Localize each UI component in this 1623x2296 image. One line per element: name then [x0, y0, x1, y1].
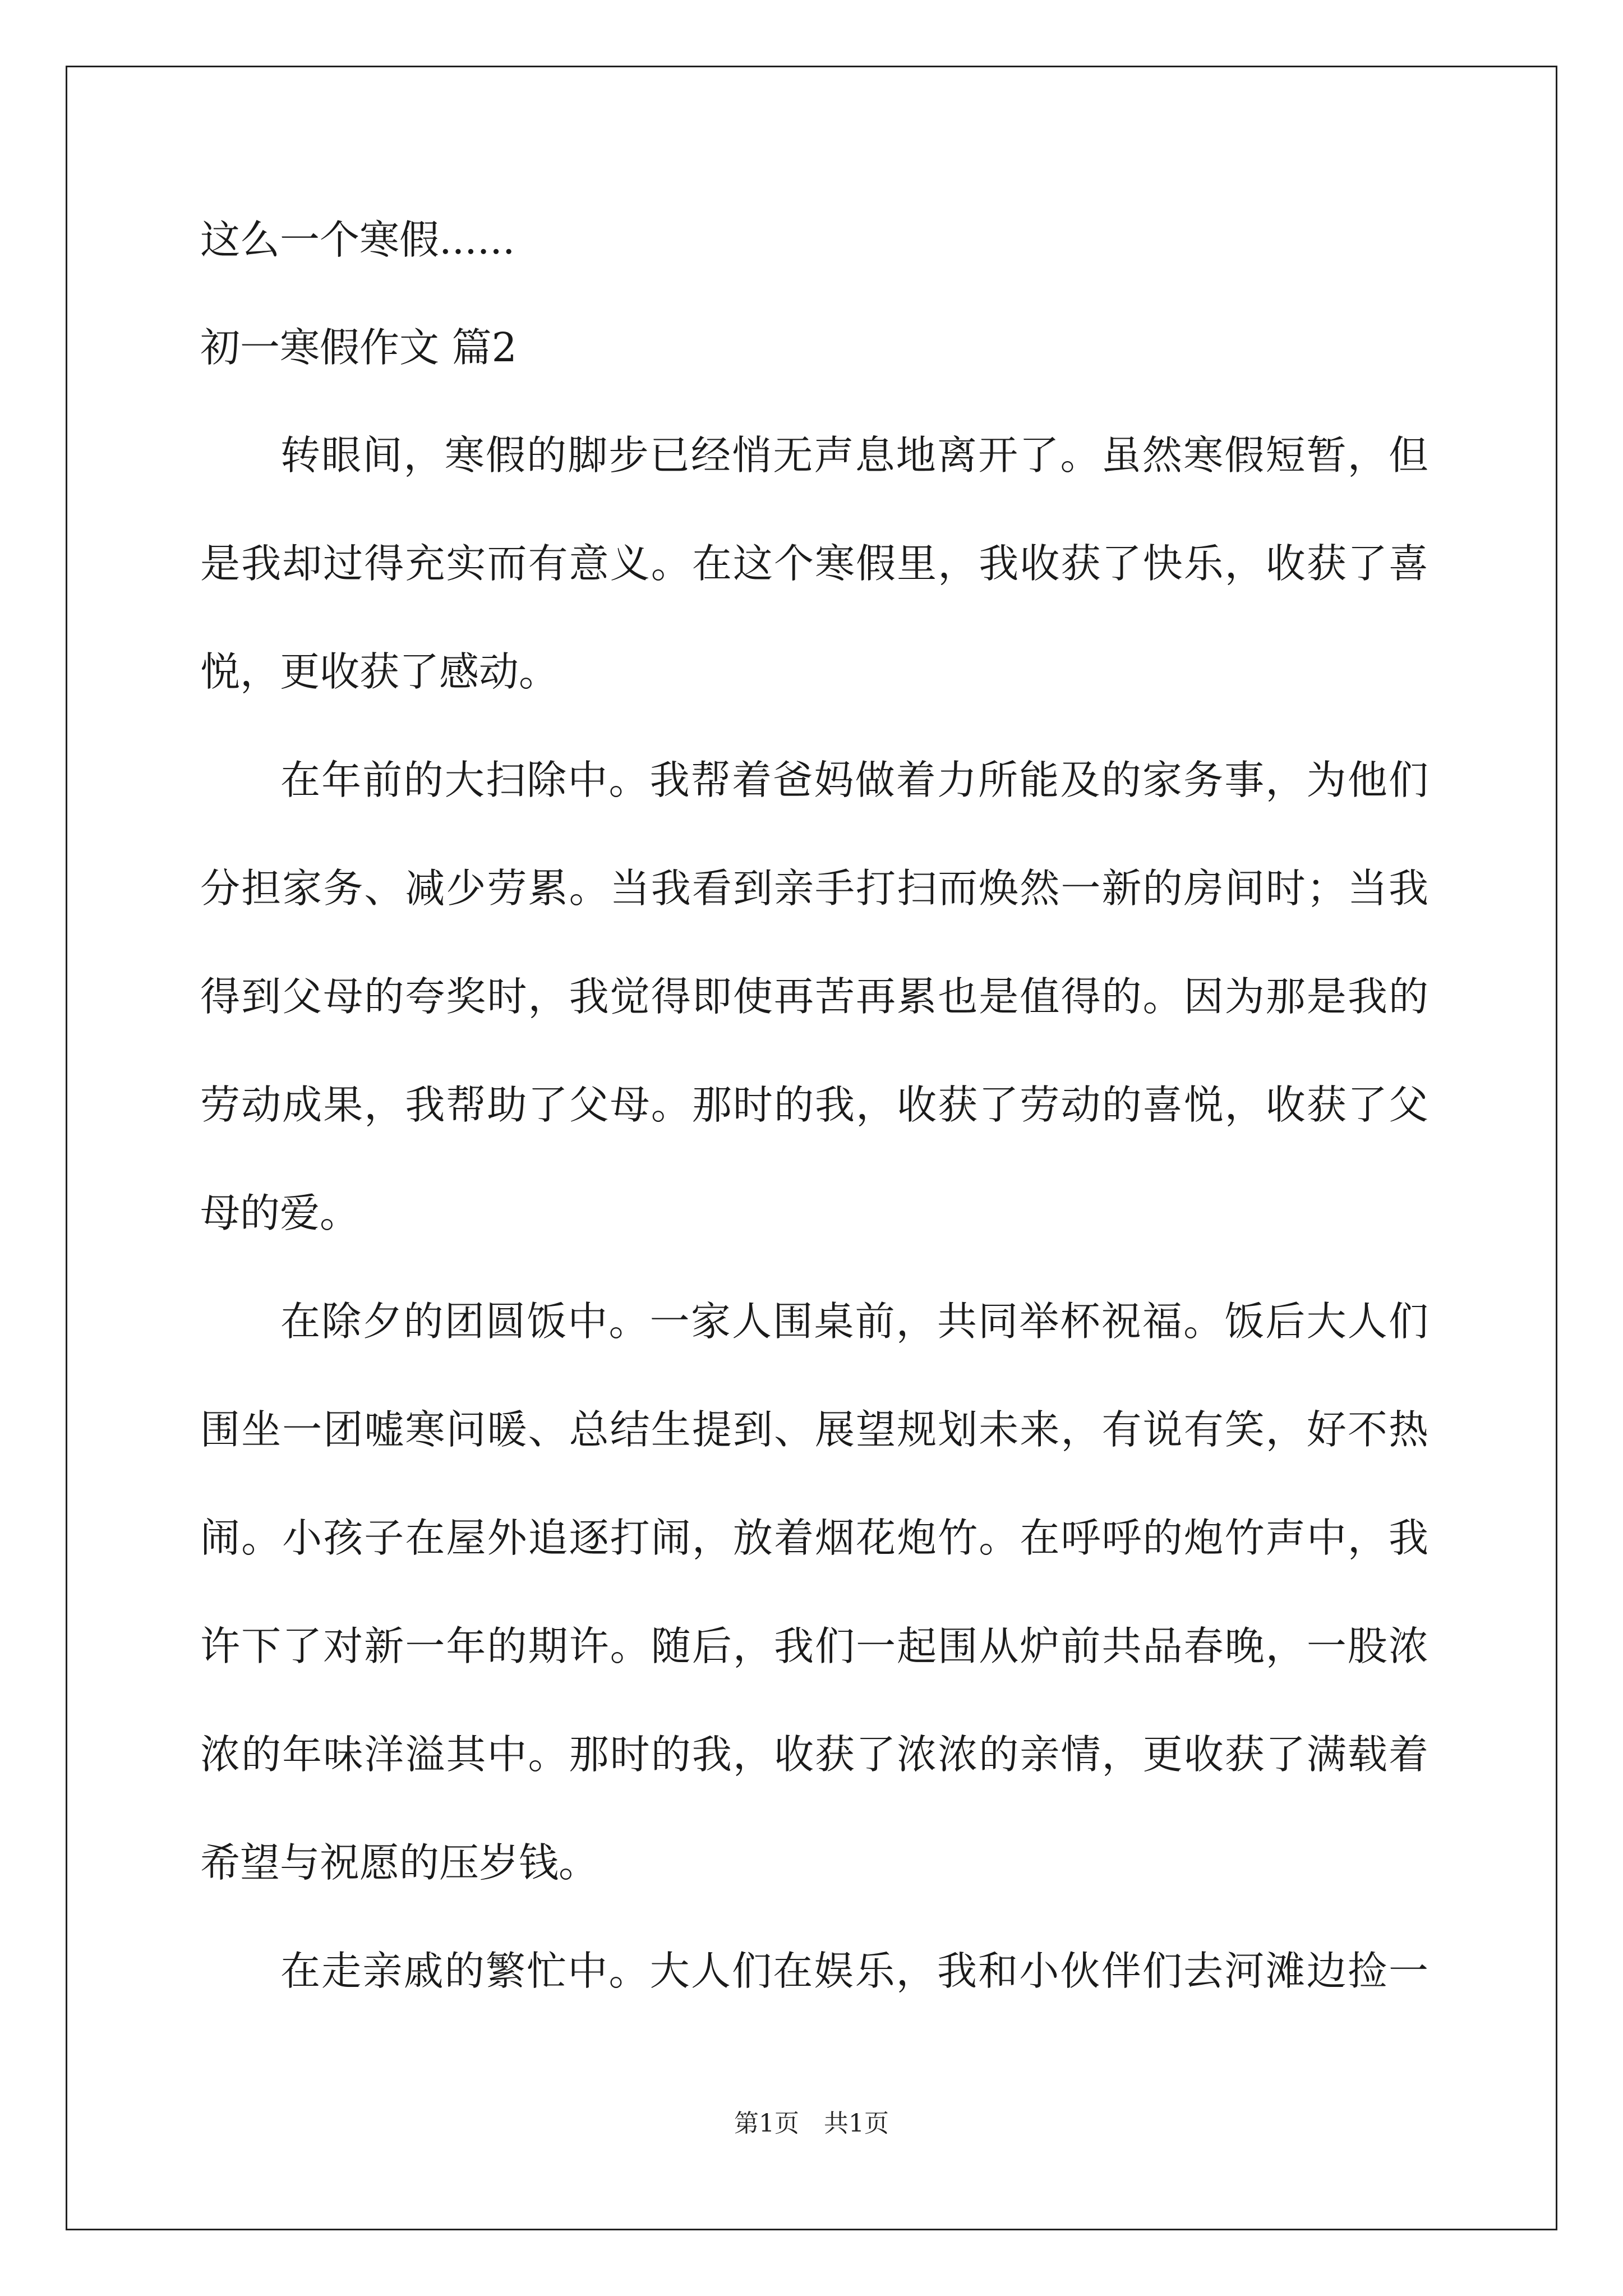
paragraph-3	[200, 1295, 1428, 1890]
paragraph-line: 悦，更收获了感动。	[200, 648, 559, 695]
paragraph-2	[200, 753, 1428, 1240]
text-line-continuation: 这么一个寒假......	[200, 217, 515, 263]
paragraph-line: 分担家务、减少劳累。当我看到亲手打扫而焕然一新的房间时；当我	[200, 865, 1428, 912]
paragraph-line: 劳动成果，我帮助了父母。那时的我，收获了劳动的喜悦，收获了父	[200, 1082, 1428, 1128]
paragraph-line: 母的爱。	[200, 1190, 360, 1236]
paragraph-line: 在走亲戚的繁忙中。大人们在娱乐，我和小伙伴们去河滩边捡一	[280, 1948, 1428, 1994]
paragraph-line: 浓的年味洋溢其中。那时的我，收获了浓浓的亲情，更收获了满载着	[200, 1731, 1428, 1778]
paragraph-line: 得到父母的夸奖时，我觉得即使再苦再累也是值得的。因为那是我的	[200, 973, 1428, 1020]
paragraph-line: 在除夕的团圆饭中。一家人围桌前，共同举杯祝福。饭后大人们	[280, 1298, 1428, 1345]
paragraph-1	[200, 429, 1428, 699]
paragraph-line: 转眼间，寒假的脚步已经悄无声息地离开了。虽然寒假短暂，但	[280, 432, 1428, 478]
paragraph-line: 闹。小孩子在屋外追逐打闹，放着烟花炮竹。在呼呼的炮竹声中，我	[200, 1515, 1428, 1561]
paragraph-line: 希望与祝愿的压岁钱。	[200, 1839, 599, 1886]
paragraph-line: 在年前的大扫除中。我帮着爸妈做着力所能及的家务事，为他们	[280, 757, 1428, 803]
paragraph-line: 围坐一团嘘寒问暖、总结生提到、展望规划未来，有说有笑，好不热	[200, 1406, 1428, 1453]
document-body	[200, 213, 1428, 2053]
paragraph-line: 许下了对新一年的期许。随后，我们一起围从炉前共品春晚，一股浓	[200, 1623, 1428, 1669]
page-footer: 第1页 共1页	[734, 2109, 889, 2138]
section-heading: 初一寒假作文 篇2	[200, 324, 517, 371]
paragraph-4	[200, 1944, 1428, 1998]
paragraph-line: 是我却过得充实而有意义。在这个寒假里，我收获了快乐，收获了喜	[200, 540, 1428, 587]
